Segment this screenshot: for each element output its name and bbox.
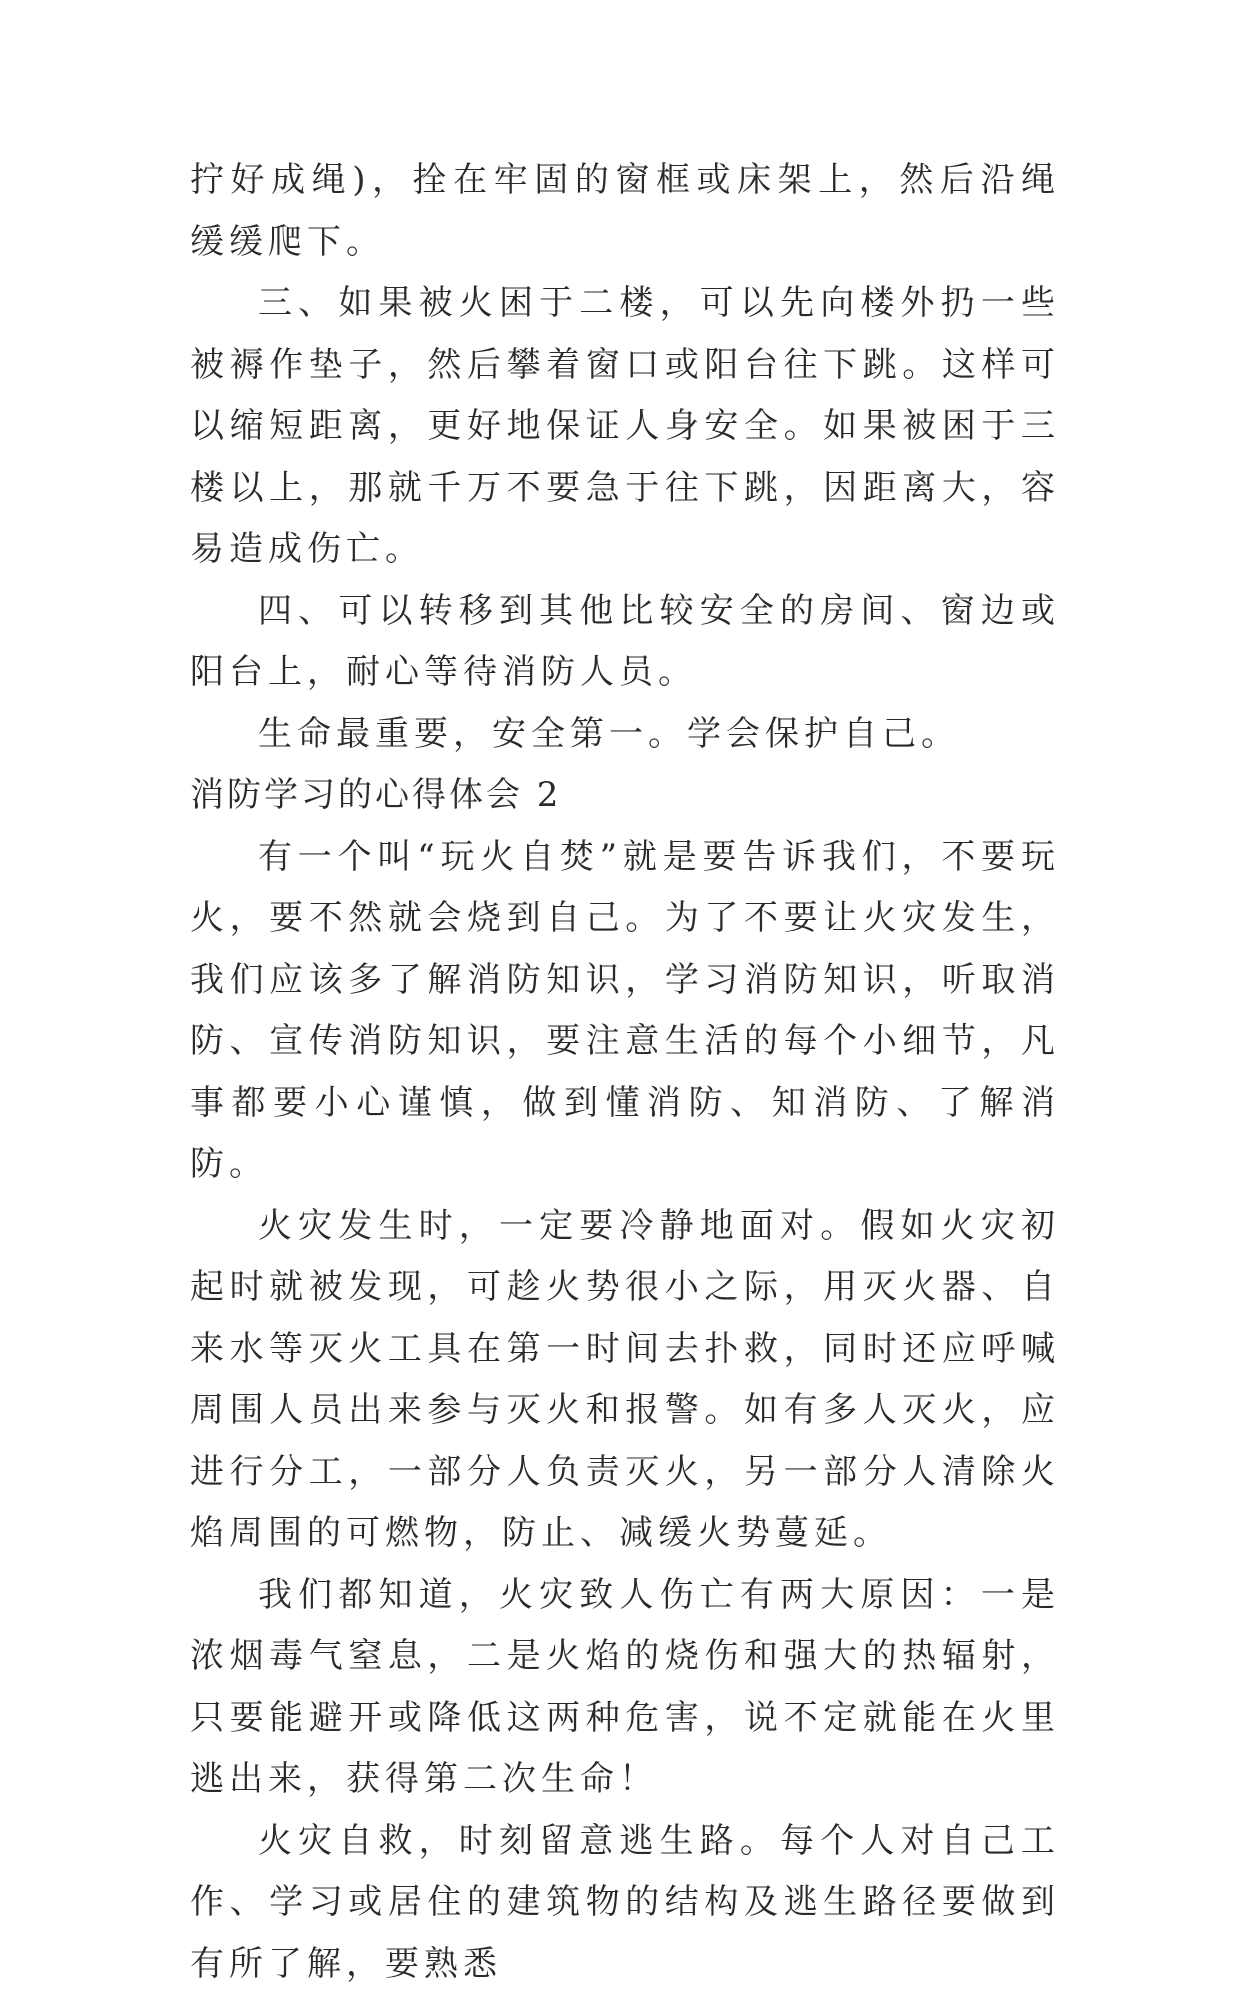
paragraph-continuation: 拧好成绳)，拴在牢固的窗框或床架上，然后沿绳缓缓爬下。	[190, 150, 1060, 273]
paragraph-escape-second-floor: 三、如果被火困于二楼，可以先向楼外扔一些被褥作垫子，然后攀着窗口或阳台往下跳。这样可以缩短距离，更好地保证人身安全。如果被困于三楼以上，那就千万不要急于往下跳，因距离大，容易造成伤亡。	[190, 273, 1060, 581]
document-body	[190, 150, 1060, 1995]
section-heading: 消防学习的心得体会 2	[190, 765, 1060, 827]
paragraph-causes-of-death: 我们都知道，火灾致人伤亡有两大原因：一是浓烟毒气窒息，二是火焰的烧伤和强大的热辐射，只要能避开或降低这两种危害，说不定就能在火里逃出来，获得第二次生命！	[190, 1565, 1060, 1811]
paragraph-stay-calm: 火灾发生时，一定要冷静地面对。假如火灾初起时就被发现，可趁火势很小之际，用灭火器、自来水等灭火工具在第一时间去扑救，同时还应呼喊周围人员出来参与灭火和报警。如有多人灭火，应进行分工，一部分人负责灭火，另一部分人清除火焰周围的可燃物，防止、减缓火势蔓延。	[190, 1196, 1060, 1565]
paragraph-play-with-fire: 有一个叫“玩火自焚”就是要告诉我们，不要玩火，要不然就会烧到自己。为了不要让火灾发生，我们应该多了解消防知识，学习消防知识，听取消防、宣传消防知识，要注意生活的每个小细节，凡事都要小心谨慎，做到懂消防、知消防、了解消防。	[190, 827, 1060, 1196]
paragraph-escape-route: 火灾自救，时刻留意逃生路。每个人对自己工作、学习或居住的建筑物的结构及逃生路径要做到有所了解，要熟悉	[190, 1811, 1060, 1995]
paragraph-safety-first: 生命最重要，安全第一。学会保护自己。	[190, 704, 1060, 766]
paragraph-move-safe-room: 四、可以转移到其他比较安全的房间、窗边或阳台上，耐心等待消防人员。	[190, 581, 1060, 704]
